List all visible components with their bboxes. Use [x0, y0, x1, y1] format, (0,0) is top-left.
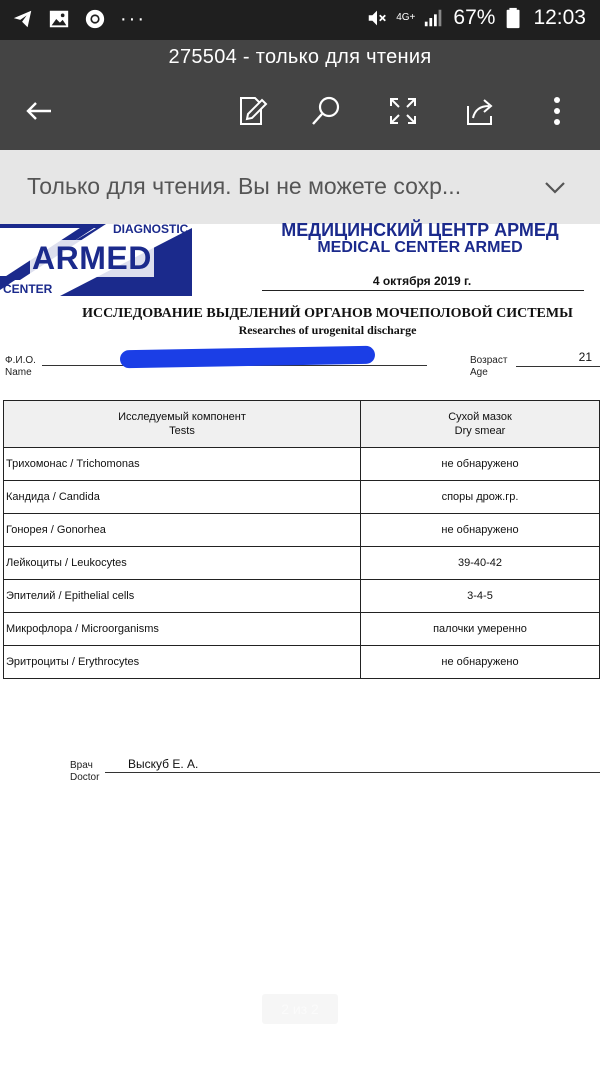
network-type: 4G+ — [396, 12, 416, 23]
test-name: Эпителий / Epithelial cells — [4, 580, 361, 613]
more-notifications: ··· — [120, 8, 146, 30]
org-name-ru: МЕДИЦИНСКИЙ ЦЕНТР АРМЕД — [281, 220, 559, 240]
armed-logo — [0, 224, 192, 298]
search-button[interactable] — [309, 94, 343, 128]
battery-percent: 67% — [453, 6, 496, 29]
table-row — [4, 481, 600, 514]
back-button[interactable] — [22, 94, 56, 128]
read-only-banner[interactable] — [0, 150, 600, 224]
test-name: Лейкоциты / Leukocytes — [4, 547, 361, 580]
doctor-underline — [105, 772, 600, 773]
report-title-en: Researches of urogenital discharge — [238, 323, 417, 337]
document-title: 275504 - только для чтения — [168, 46, 432, 68]
test-result: не обнаружено — [361, 448, 600, 481]
page-indicator: 2 из 2 — [262, 994, 338, 1024]
name-label — [5, 355, 36, 379]
table-row — [4, 580, 600, 613]
edit-button[interactable] — [235, 94, 269, 128]
header-tests-ru: Исследуемый компонент — [118, 411, 246, 423]
age-label-en: Age — [470, 367, 488, 378]
report-title-ru: ИССЛЕДОВАНИЕ ВЫДЕЛЕНИЙ ОРГАНОВ МОЧЕПОЛОВОЙ СИСТЕМЫ — [82, 306, 573, 321]
status-indicators — [366, 6, 586, 30]
test-name: Трихомонас / Trichomonas — [4, 448, 361, 481]
test-result: 39-40-42 — [361, 547, 600, 580]
share-icon — [463, 94, 497, 128]
name-label-ru: Ф.И.О. — [5, 355, 36, 366]
mute-icon — [366, 7, 388, 29]
more-vert-icon — [540, 94, 574, 128]
age-label — [470, 355, 507, 379]
document-page — [0, 220, 600, 1065]
header-dry-smear — [361, 401, 600, 448]
header-dry-smear-ru: Сухой мазок — [448, 411, 512, 423]
test-name: Эритроциты / Erythrocytes — [4, 646, 361, 679]
table-row — [4, 613, 600, 646]
clock: 12:03 — [533, 6, 586, 29]
name-label-en: Name — [5, 367, 32, 378]
logo-armed: ARMED — [32, 240, 152, 276]
doctor-name: Выскуб Е. А. — [128, 757, 199, 771]
more-options-button[interactable] — [540, 94, 574, 128]
share-button[interactable] — [463, 94, 497, 128]
test-name: Гонорея / Gonorhea — [4, 514, 361, 547]
doctor-label-en: Doctor — [70, 772, 100, 783]
doctor-label — [70, 760, 99, 784]
notification-icons — [12, 8, 146, 30]
age-value: 21 — [578, 350, 592, 364]
table-row — [4, 547, 600, 580]
signal-icon — [423, 7, 445, 29]
header-dry-smear-en: Dry smear — [454, 425, 506, 437]
header-tests — [4, 401, 361, 448]
status-bar — [0, 0, 600, 40]
test-name: Микрофлора / Microorganisms — [4, 613, 361, 646]
header-tests-en: Tests — [169, 425, 195, 437]
search-icon — [309, 94, 343, 128]
org-name-en: MEDICAL CENTER ARMED — [317, 239, 523, 256]
back-icon — [22, 94, 56, 128]
date-underline — [262, 290, 584, 291]
logo-diagnostic: DIAGNOSTIC — [113, 222, 189, 236]
age-underline — [516, 366, 600, 367]
test-result: не обнаружено — [361, 514, 600, 547]
chrome-icon — [84, 8, 106, 30]
test-result: не обнаружено — [361, 646, 600, 679]
report-date: 4 октября 2019 г. — [372, 274, 472, 288]
edit-icon — [235, 94, 269, 128]
table-header — [4, 401, 600, 448]
battery-icon — [503, 7, 525, 29]
banner-text: Только для чтения. Вы не можете сохр... — [27, 173, 462, 199]
doctor-label-ru: Врач — [70, 760, 93, 771]
table-row — [4, 514, 600, 547]
table-row — [4, 448, 600, 481]
test-result: палочки умеренно — [361, 613, 600, 646]
test-result: 3-4-5 — [361, 580, 600, 613]
fullscreen-icon — [386, 94, 420, 128]
age-label-ru: Возраст — [470, 355, 508, 366]
results-table — [3, 400, 600, 679]
telegram-icon — [12, 8, 34, 30]
app-bar — [0, 40, 600, 150]
gallery-icon — [48, 8, 70, 30]
table-row — [4, 646, 600, 679]
logo-center: CENTER — [3, 282, 53, 296]
chevron-down-icon[interactable] — [544, 176, 566, 198]
test-name: Кандида / Candida — [4, 481, 361, 514]
fullscreen-button[interactable] — [386, 94, 420, 128]
test-result: споры дрож.гр. — [361, 481, 600, 514]
